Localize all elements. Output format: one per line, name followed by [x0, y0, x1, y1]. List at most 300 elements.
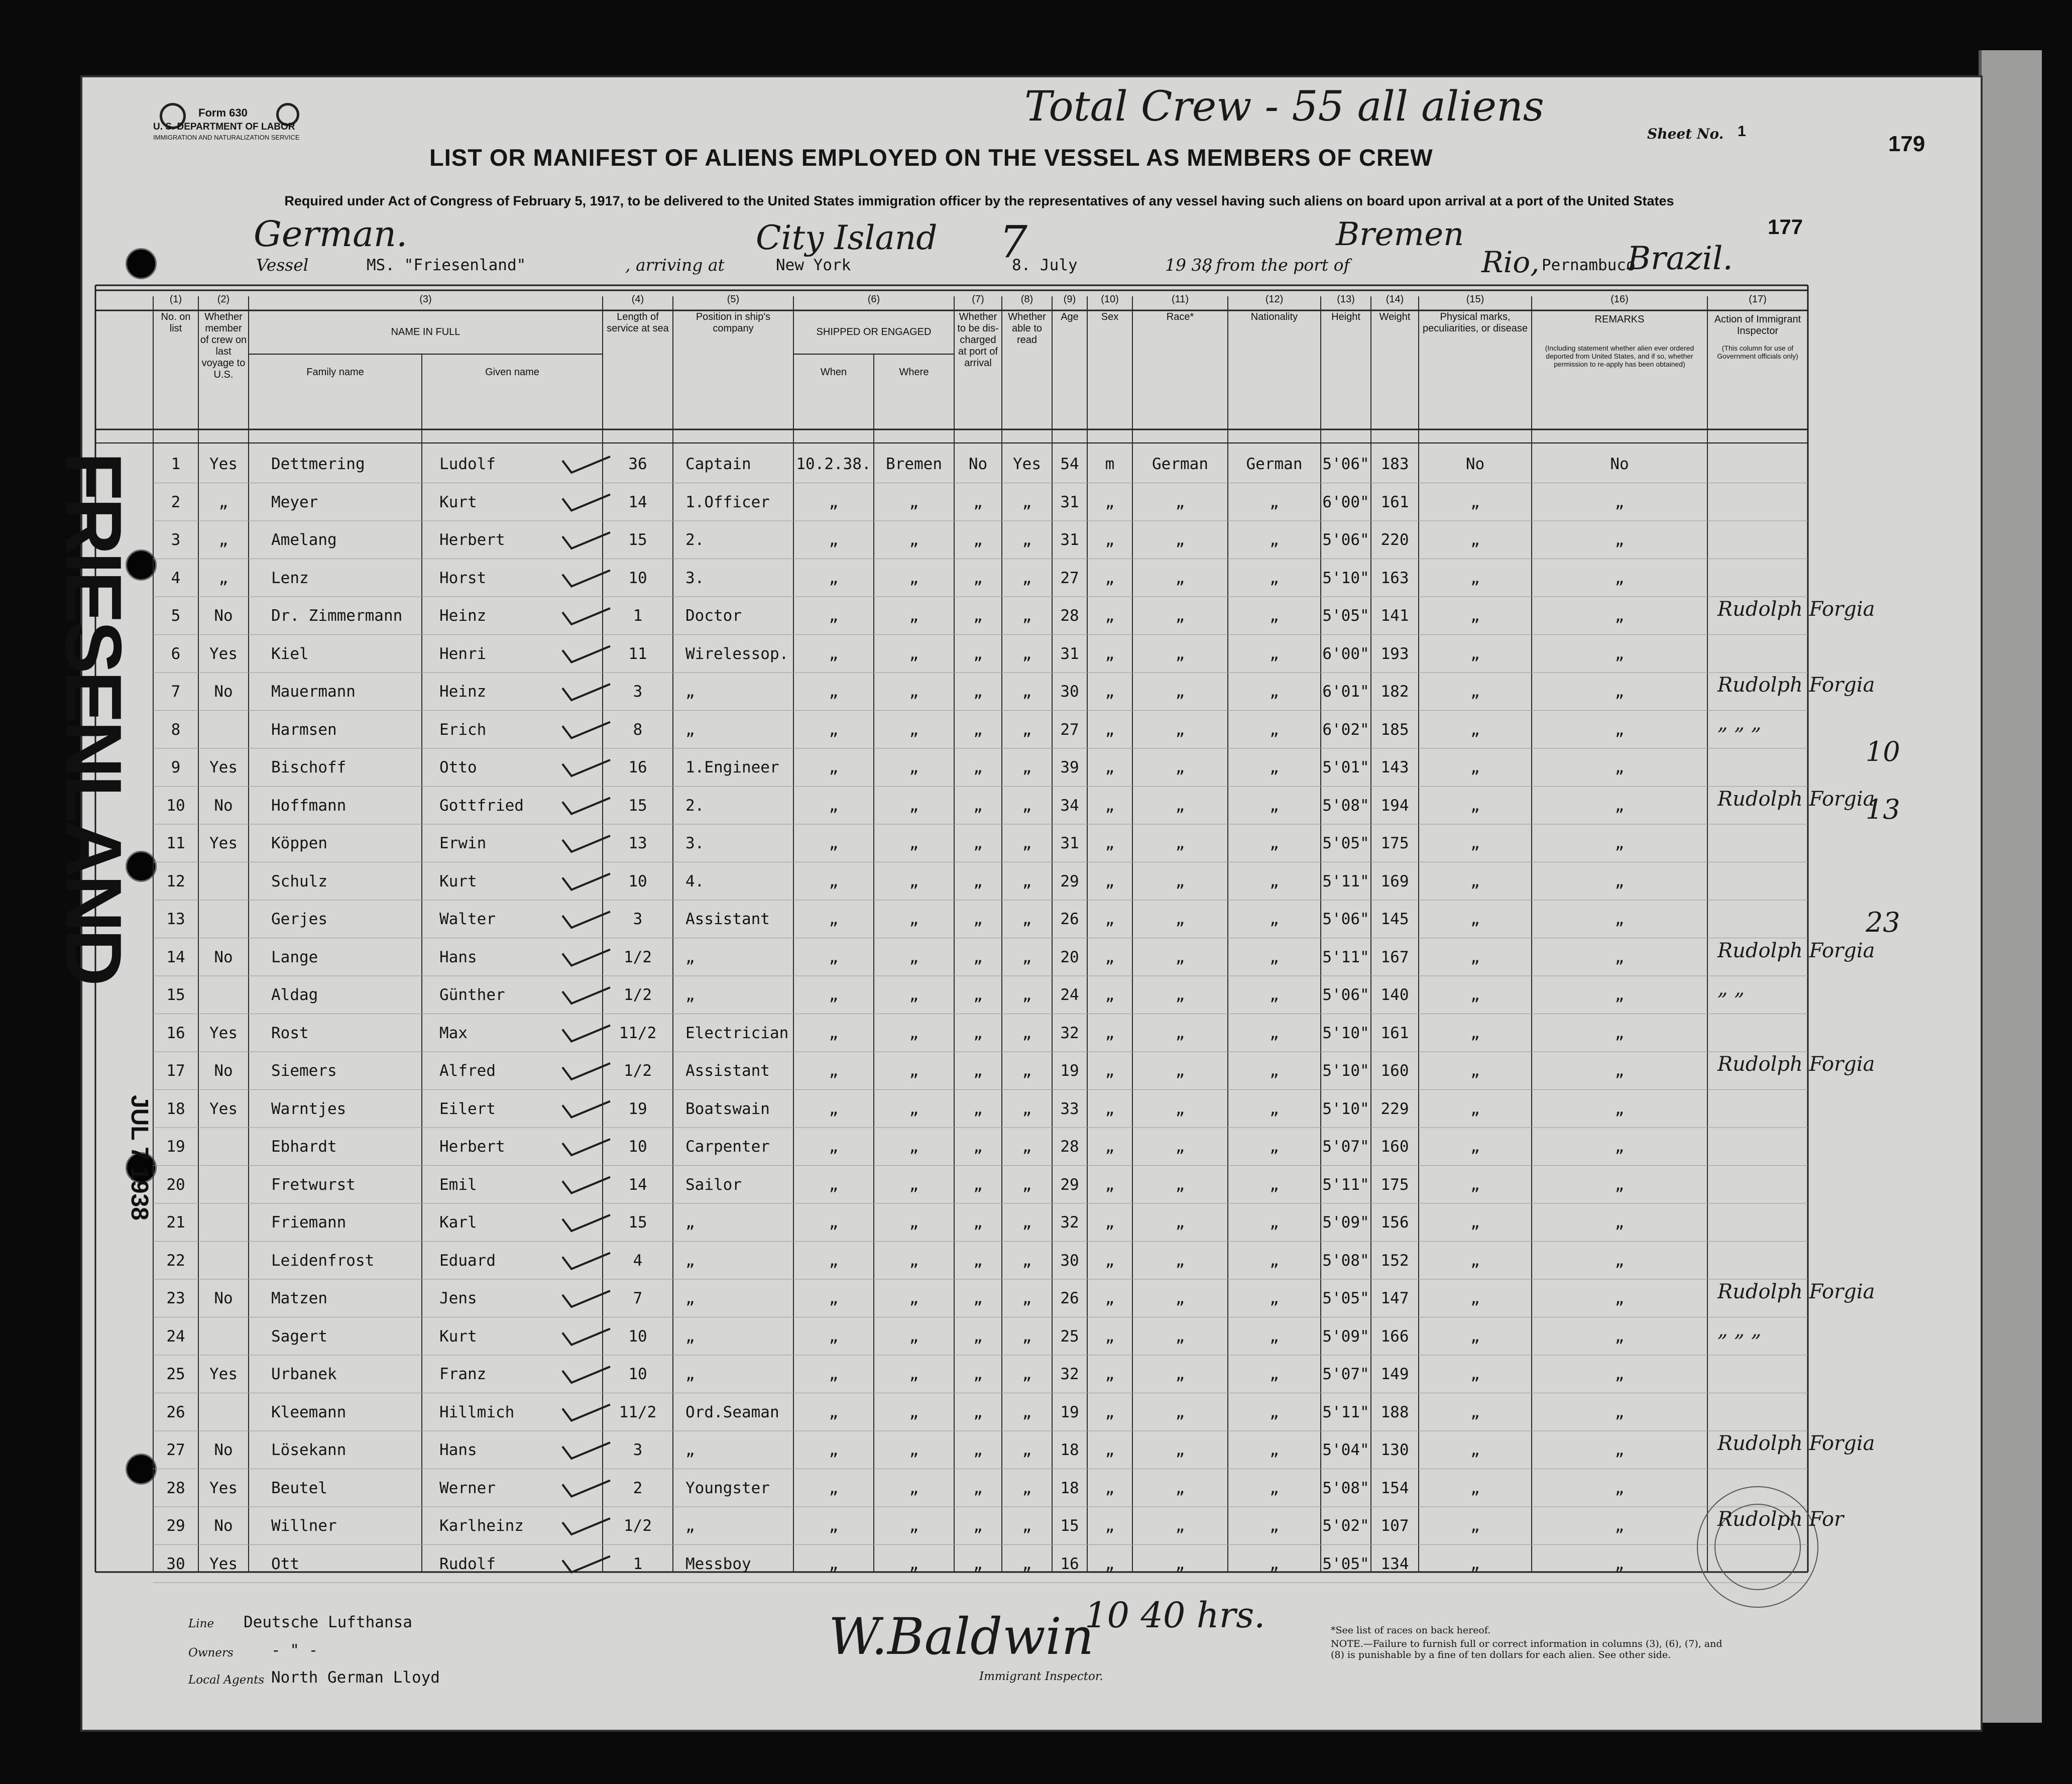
table-cell: „: [909, 1099, 919, 1118]
table-cell: „: [973, 1175, 983, 1194]
table-cell: Walter: [439, 910, 496, 928]
table-cell: 16: [1060, 1554, 1079, 1573]
table-cell: „: [1105, 1099, 1115, 1118]
table-cell: „: [1270, 1099, 1279, 1118]
table-cell: 1: [633, 607, 643, 625]
form-service: IMMIGRATION AND NATURALIZATION SERVICE: [153, 134, 300, 141]
table-cell: „: [1105, 720, 1115, 739]
table-cell: 27: [1060, 569, 1079, 587]
table-cell: „: [829, 1554, 839, 1573]
local-agents: North German Lloyd: [271, 1668, 440, 1687]
table-cell: 143: [1380, 758, 1409, 776]
table-cell: Electrician: [685, 1024, 789, 1042]
table-cell: „: [1470, 493, 1480, 511]
table-cell: „: [1175, 1062, 1185, 1080]
table-cell: 4.: [685, 872, 705, 890]
table-cell: „: [829, 683, 839, 701]
table-cell: „: [1175, 1365, 1185, 1383]
table-cell: „: [1615, 758, 1625, 776]
table-cell: „: [1270, 796, 1279, 815]
table-cell: „: [829, 758, 839, 776]
table-cell: „: [1022, 910, 1032, 928]
table-cell: 15: [166, 986, 185, 1004]
table-cell: 167: [1380, 948, 1409, 966]
table-cell: Köppen: [271, 834, 327, 852]
table-cell: „: [1105, 1365, 1115, 1383]
table-cell: „: [1022, 1517, 1032, 1535]
table-cell: „: [1022, 1554, 1032, 1573]
table-cell: „: [1270, 1327, 1279, 1346]
table-cell: „: [973, 1289, 983, 1307]
table-cell: 5'09": [1322, 1327, 1369, 1346]
table-cell: „: [1022, 872, 1032, 890]
table-cell: Yes: [209, 455, 238, 473]
table-cell: Yes: [209, 1479, 238, 1497]
table-cell: „: [1175, 683, 1185, 701]
table-cell: „: [829, 986, 839, 1004]
table-cell: 3: [171, 531, 181, 549]
table-cell: „: [1270, 1024, 1279, 1042]
table-cell: „: [973, 1327, 983, 1346]
column-header-note: (This column for use of Government officials only): [1717, 344, 1798, 360]
table-cell: „: [973, 872, 983, 890]
signature-time: 10 40 hrs.: [1085, 1595, 1265, 1636]
table-cell: 175: [1380, 834, 1409, 852]
table-cell: 20: [1060, 948, 1079, 966]
table-cell: „: [1470, 1213, 1480, 1232]
table-cell: Lenz: [271, 569, 309, 587]
column-header-label: Height: [1331, 311, 1360, 322]
table-cell: „: [973, 758, 983, 776]
table-cell: „: [1175, 1517, 1185, 1535]
table-cell: Hans: [439, 1441, 477, 1459]
table-cell: 5'02": [1322, 1517, 1369, 1535]
table-cell: „: [1022, 1365, 1032, 1383]
table-cell: 20: [166, 1175, 185, 1194]
table-cell: „: [1470, 1289, 1480, 1307]
table-cell: 134: [1380, 1554, 1409, 1573]
table-cell: „: [1175, 1554, 1185, 1573]
column-subheader: Where: [899, 367, 929, 378]
table-cell: No: [214, 1062, 233, 1080]
race-note: *See list of races on back hereof.: [1331, 1625, 1491, 1636]
table-cell: „: [1022, 1099, 1032, 1118]
table-cell: „: [1470, 1062, 1480, 1080]
table-cell: „: [973, 607, 983, 625]
column-number: (17): [1749, 294, 1767, 305]
table-cell: 1/2: [624, 1517, 652, 1535]
table-cell: „: [218, 531, 228, 549]
hand-departure-port: Bremen: [1336, 216, 1464, 253]
table-cell: „: [1470, 1441, 1480, 1459]
table-cell: „: [909, 796, 919, 815]
manifest-subtitle: Required under Act of Congress of February 5, 1917, to be delivered to the United States immigration officer by the representatives of any vessel having such aliens on board upon arrival at a port of the United States: [284, 193, 1674, 208]
table-cell: 1/2: [624, 986, 652, 1004]
table-cell: „: [1270, 1062, 1279, 1080]
table-cell: „: [1470, 607, 1480, 625]
table-cell: 31: [1060, 531, 1079, 549]
table-cell: „: [1615, 986, 1625, 1004]
inspector-action-mark: Rudolph For: [1717, 1508, 1844, 1531]
table-cell: 34: [1060, 796, 1079, 815]
hand-177: 177: [1768, 215, 1803, 239]
table-cell: 28: [1060, 1138, 1079, 1156]
table-cell: 10: [628, 1365, 647, 1383]
table-cell: „: [1470, 531, 1480, 549]
table-cell: „: [909, 569, 919, 587]
table-cell: Leidenfrost: [271, 1251, 375, 1270]
table-cell: 3: [633, 683, 643, 701]
table-cell: 5'06": [1322, 910, 1369, 928]
column-number: (14): [1386, 294, 1404, 305]
table-cell: „: [1470, 1175, 1480, 1194]
table-cell: 31: [1060, 834, 1079, 852]
table-cell: Alfred: [439, 1062, 496, 1080]
table-cell: „: [1615, 1062, 1625, 1080]
table-cell: „: [1470, 1024, 1480, 1042]
table-cell: Yes: [209, 1365, 238, 1383]
table-cell: „: [1105, 796, 1115, 815]
table-cell: „: [829, 1138, 839, 1156]
table-cell: 5: [171, 607, 181, 625]
table-cell: Heinz: [439, 607, 487, 625]
table-cell: „: [685, 1327, 695, 1346]
table-cell: Kiel: [271, 644, 309, 663]
table-cell: „: [1022, 569, 1032, 587]
table-cell: Gottfried: [439, 796, 524, 815]
table-cell: Yes: [209, 644, 238, 663]
table-cell: „: [909, 1289, 919, 1307]
table-cell: „: [1470, 796, 1480, 815]
table-cell: No: [968, 455, 988, 473]
table-cell: „: [909, 1554, 919, 1573]
edge-number: 10: [1866, 736, 1900, 767]
table-cell: Doctor: [685, 607, 742, 625]
table-cell: „: [829, 796, 839, 815]
table-cell: „: [1022, 986, 1032, 1004]
table-cell: 169: [1380, 872, 1409, 890]
table-cell: „: [1470, 1403, 1480, 1421]
table-cell: „: [1270, 986, 1279, 1004]
table-cell: Wirelessop.: [685, 644, 789, 663]
vessel-label: Vessel: [256, 255, 309, 275]
table-cell: Horst: [439, 569, 487, 587]
table-cell: 152: [1380, 1251, 1409, 1270]
table-cell: „: [1270, 683, 1279, 701]
table-cell: Harmsen: [271, 720, 337, 739]
table-cell: Erwin: [439, 834, 487, 852]
arriving-label: , arriving at: [625, 255, 725, 275]
table-cell: „: [1175, 720, 1185, 739]
table-cell: „: [1470, 834, 1480, 852]
hand-rio: Rio,: [1481, 245, 1540, 279]
column-header-label: Whether to be dis-charged at port of arrival: [957, 311, 999, 369]
table-cell: 5'06": [1322, 531, 1369, 549]
table-cell: „: [1615, 1479, 1625, 1497]
table-cell: 15: [1060, 1517, 1079, 1535]
table-cell: 141: [1380, 607, 1409, 625]
table-cell: „: [829, 493, 839, 511]
table-cell: „: [1175, 758, 1185, 776]
table-cell: „: [1270, 758, 1279, 776]
table-cell: No: [214, 796, 233, 815]
table-cell: Sailor: [685, 1175, 742, 1194]
table-cell: 24: [166, 1327, 185, 1346]
table-cell: „: [1175, 569, 1185, 587]
table-cell: Siemers: [271, 1062, 337, 1080]
table-cell: 5'10": [1322, 569, 1369, 587]
table-cell: „: [1470, 1479, 1480, 1497]
table-cell: „: [973, 1403, 983, 1421]
table-cell: „: [909, 531, 919, 549]
owners: - " -: [271, 1641, 318, 1659]
table-cell: Werner: [439, 1479, 496, 1497]
table-cell: German: [1246, 455, 1303, 473]
table-cell: „: [685, 683, 695, 701]
table-cell: „: [1105, 1403, 1115, 1421]
table-cell: „: [1270, 531, 1279, 549]
line-label: Line: [188, 1617, 214, 1630]
table-cell: 24: [1060, 986, 1079, 1004]
table-cell: „: [909, 1441, 919, 1459]
table-cell: „: [1105, 531, 1115, 549]
table-cell: No: [214, 1289, 233, 1307]
agents-label: Local Agents: [188, 1674, 265, 1687]
table-cell: 13: [628, 834, 647, 852]
column-header-note: (Including statement whether alien ever ordered deported from United States, and if so, whether permission to re-apply has been obtained): [1545, 344, 1694, 368]
inspector-action-mark: Rudolph Forgia: [1717, 939, 1875, 962]
table-cell: „: [1470, 1099, 1480, 1118]
table-cell: Bischoff: [271, 758, 347, 776]
inspector-action-mark: Rudolph Forgia: [1717, 787, 1875, 811]
table-cell: „: [1105, 607, 1115, 625]
arrival-year: 19 38: [1165, 255, 1213, 275]
table-cell: Warntjes: [271, 1099, 347, 1118]
sheet-number: 1: [1738, 123, 1746, 140]
hand-arrival-day: 7: [999, 216, 1027, 268]
table-cell: „: [218, 493, 228, 511]
table-cell: „: [1022, 1479, 1032, 1497]
table-cell: „: [909, 1213, 919, 1232]
table-cell: „: [1270, 644, 1279, 663]
table-cell: „: [1615, 910, 1625, 928]
table-cell: „: [973, 1138, 983, 1156]
table-cell: Gerjes: [271, 910, 327, 928]
column-number: (3): [419, 294, 432, 305]
table-cell: 156: [1380, 1213, 1409, 1232]
column-header-label: Race*: [1166, 311, 1194, 322]
table-cell: „: [1022, 531, 1032, 549]
table-cell: „: [829, 948, 839, 966]
form-department: U. S. DEPARTMENT OF LABOR: [153, 122, 295, 132]
table-cell: „: [1615, 834, 1625, 852]
table-cell: 4: [633, 1251, 643, 1270]
table-cell: 25: [1060, 1327, 1079, 1346]
table-cell: 145: [1380, 910, 1409, 928]
table-cell: Youngster: [685, 1479, 770, 1497]
table-cell: „: [1615, 1251, 1625, 1270]
table-cell: Kurt: [439, 872, 477, 890]
sheet-label: Sheet No.: [1647, 126, 1724, 142]
table-cell: „: [1470, 1554, 1480, 1573]
table-cell: „: [1105, 834, 1115, 852]
table-cell: „: [973, 834, 983, 852]
table-cell: 31: [1060, 493, 1079, 511]
table-cell: „: [1270, 1138, 1279, 1156]
table-cell: Carpenter: [685, 1138, 770, 1156]
table-cell: „: [1270, 872, 1279, 890]
table-cell: „: [829, 1251, 839, 1270]
table-cell: Friemann: [271, 1213, 347, 1232]
table-cell: „: [1615, 1213, 1625, 1232]
table-cell: 5'08": [1322, 1479, 1369, 1497]
table-cell: 163: [1380, 569, 1409, 587]
table-cell: „: [909, 720, 919, 739]
table-cell: 30: [1060, 1251, 1079, 1270]
column-number: (7): [972, 294, 984, 305]
table-cell: 2: [171, 493, 181, 511]
table-cell: 7: [633, 1289, 643, 1307]
table-cell: „: [1175, 1289, 1185, 1307]
table-cell: 1: [171, 455, 181, 473]
column-header-label: Physical marks, peculiarities, or disease: [1423, 311, 1528, 334]
table-cell: 19: [1060, 1062, 1079, 1080]
table-cell: 5'05": [1322, 1554, 1369, 1573]
table-cell: 18: [166, 1099, 185, 1118]
table-cell: Assistant: [685, 1062, 770, 1080]
column-number: (11): [1171, 294, 1189, 305]
table-cell: Lange: [271, 948, 318, 966]
table-cell: „: [1105, 1062, 1115, 1080]
table-cell: Emil: [439, 1175, 477, 1194]
table-cell: „: [1105, 644, 1115, 663]
table-cell: 16: [166, 1024, 185, 1042]
penalty-note: NOTE.—Failure to furnish full or correct information in columns (3), (6), (7), and (8) is punishable by a fine of ten dollars for each alien. See other side.: [1331, 1638, 1722, 1660]
table-cell: „: [1270, 1441, 1279, 1459]
table-cell: No: [214, 683, 233, 701]
column-number: (13): [1337, 294, 1355, 305]
arrival-port: New York: [776, 256, 851, 274]
table-cell: 33: [1060, 1099, 1079, 1118]
table-cell: „: [1270, 1175, 1279, 1194]
table-cell: 21: [166, 1213, 185, 1232]
table-cell: 5'10": [1322, 1024, 1369, 1042]
table-cell: Amelang: [271, 531, 337, 549]
table-cell: 2: [633, 1479, 643, 1497]
table-cell: „: [909, 1175, 919, 1194]
table-cell: „: [1175, 1251, 1185, 1270]
table-cell: „: [973, 1517, 983, 1535]
table-cell: „: [1615, 493, 1625, 511]
table-cell: 19: [628, 1099, 647, 1118]
table-cell: Jens: [439, 1289, 477, 1307]
table-cell: „: [1175, 1441, 1185, 1459]
table-cell: „: [1615, 683, 1625, 701]
table-cell: „: [829, 1479, 839, 1497]
table-cell: „: [1270, 493, 1279, 511]
shipping-line: Deutsche Lufthansa: [244, 1613, 412, 1631]
table-cell: „: [1105, 1327, 1115, 1346]
table-cell: Schulz: [271, 872, 327, 890]
table-cell: German: [1152, 455, 1208, 473]
table-cell: Eduard: [439, 1251, 496, 1270]
table-cell: 5'05": [1322, 1289, 1369, 1307]
table-cell: „: [829, 1517, 839, 1535]
table-cell: Dettmering: [271, 455, 365, 473]
table-cell: „: [1105, 910, 1115, 928]
table-cell: Karl: [439, 1213, 477, 1232]
table-cell: „: [829, 531, 839, 549]
table-cell: 30: [1060, 683, 1079, 701]
inspector-action-mark: Rudolph Forgia: [1717, 598, 1875, 621]
table-cell: Sagert: [271, 1327, 327, 1346]
table-cell: „: [1270, 1517, 1279, 1535]
table-cell: 5'11": [1322, 948, 1369, 966]
table-cell: „: [1470, 1138, 1480, 1156]
table-cell: 140: [1380, 986, 1409, 1004]
table-cell: „: [1022, 1138, 1032, 1156]
table-cell: „: [909, 948, 919, 966]
table-cell: 5'08": [1322, 796, 1369, 815]
table-cell: „: [909, 872, 919, 890]
table-cell: „: [973, 683, 983, 701]
table-cell: Henri: [439, 644, 487, 663]
table-cell: „: [909, 834, 919, 852]
table-cell: 10: [628, 1138, 647, 1156]
table-cell: „: [1105, 872, 1115, 890]
table-cell: 147: [1380, 1289, 1409, 1307]
table-cell: „: [1615, 1327, 1625, 1346]
table-cell: 8: [171, 720, 181, 739]
column-number: (4): [631, 294, 644, 305]
table-cell: „: [909, 1517, 919, 1535]
table-cell: „: [909, 1365, 919, 1383]
column-number: (16): [1610, 294, 1629, 305]
table-cell: „: [1022, 834, 1032, 852]
table-cell: „: [1615, 531, 1625, 549]
table-cell: „: [909, 1327, 919, 1346]
hand-country: Brazil.: [1627, 240, 1733, 277]
table-cell: „: [1022, 1441, 1032, 1459]
table-cell: 32: [1060, 1365, 1079, 1383]
table-cell: 182: [1380, 683, 1409, 701]
table-cell: „: [909, 1062, 919, 1080]
vessel-side-stamp: FRIESENLAND: [49, 452, 138, 983]
table-cell: „: [829, 720, 839, 739]
table-cell: „: [829, 872, 839, 890]
table-cell: Erich: [439, 720, 487, 739]
table-cell: „: [1270, 1365, 1279, 1383]
table-cell: „: [1022, 607, 1032, 625]
table-cell: „: [909, 644, 919, 663]
table-cell: 166: [1380, 1327, 1409, 1346]
table-cell: 2.: [685, 796, 705, 815]
column-header-label: Action of Immigrant Inspector: [1714, 314, 1801, 337]
table-cell: „: [1022, 1062, 1032, 1080]
table-cell: „: [685, 1441, 695, 1459]
table-cell: „: [973, 1441, 983, 1459]
table-cell: Yes: [209, 1024, 238, 1042]
table-cell: „: [973, 1479, 983, 1497]
table-cell: „: [973, 910, 983, 928]
table-cell: „: [973, 948, 983, 966]
table-cell: „: [1470, 569, 1480, 587]
table-cell: „: [1470, 986, 1480, 1004]
table-cell: „: [829, 910, 839, 928]
table-cell: 6'00": [1322, 644, 1369, 663]
table-cell: Captain: [685, 455, 751, 473]
table-cell: 31: [1060, 644, 1079, 663]
